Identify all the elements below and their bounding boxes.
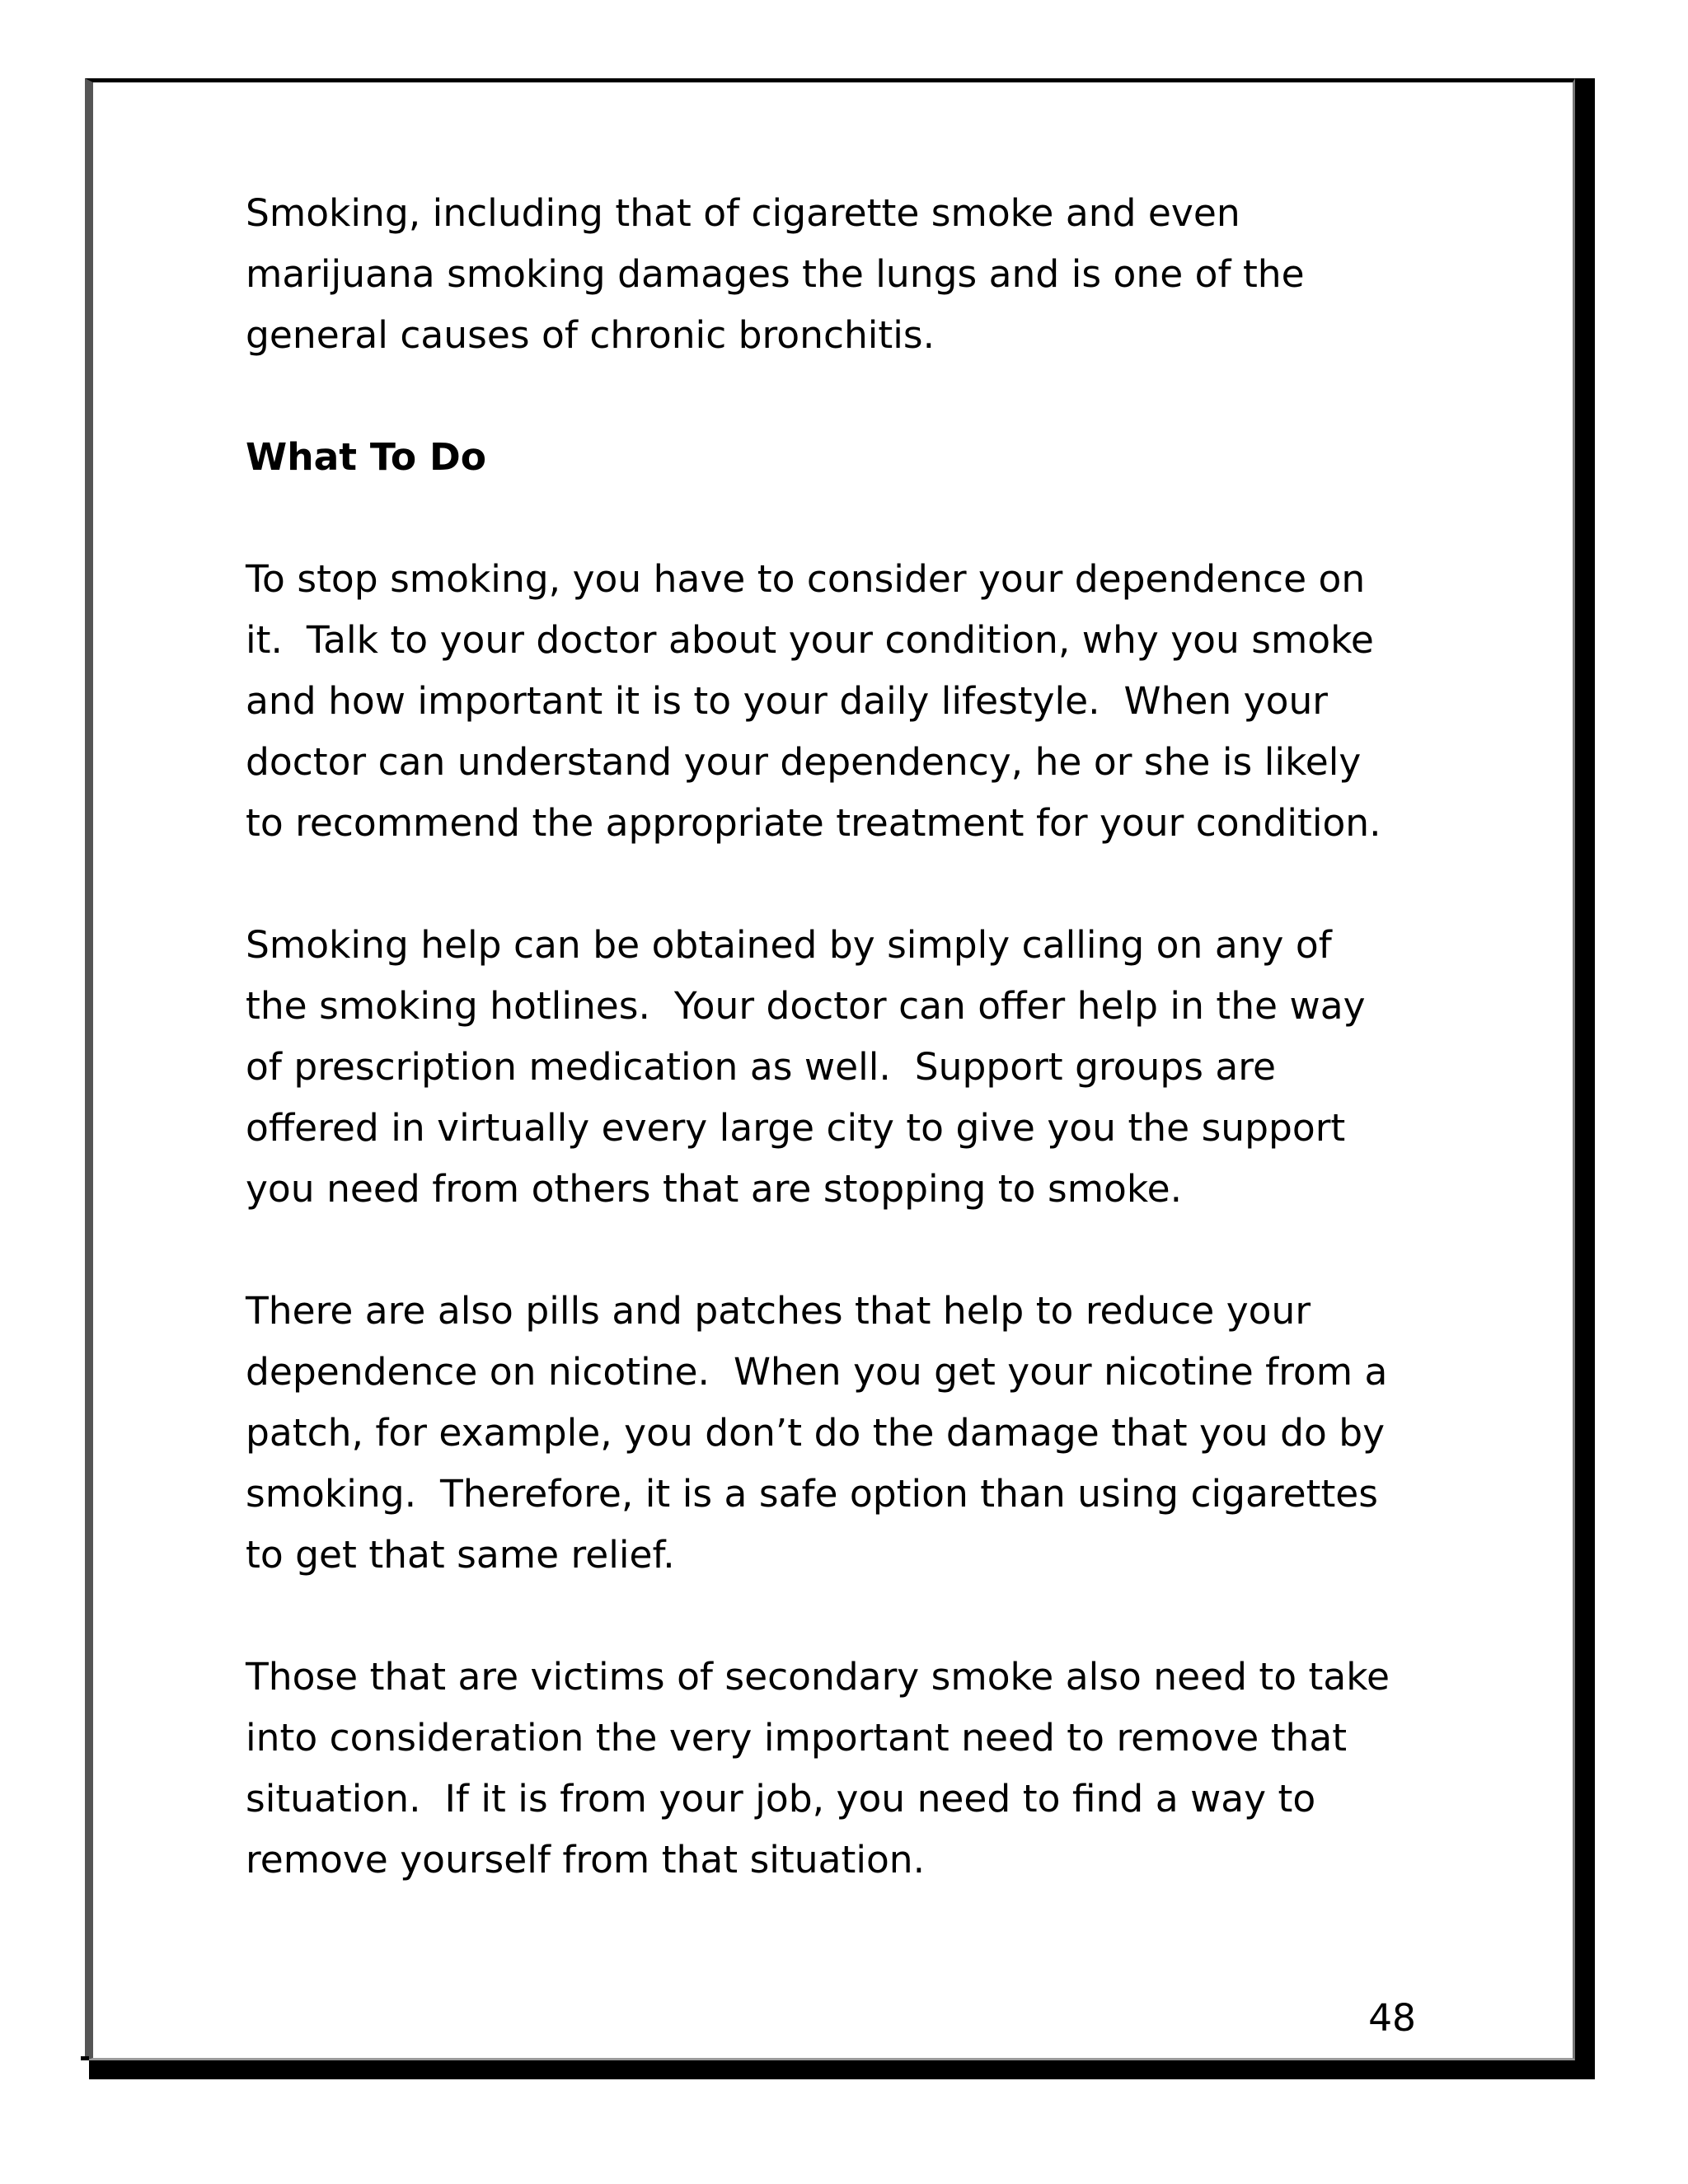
text-line: situation. If it is from your job, you need to find a way to [246,1777,1316,1821]
text-line: dependence on nicotine. When you get your nicotine from a [246,1350,1388,1394]
paragraph-pills-patches [246,1281,1432,1586]
text-line: and how important it is to your daily lifestyle. When your [246,679,1328,723]
page-content [246,183,1432,1952]
text-line: patch, for example, you don’t do the damage that you do by [246,1411,1386,1455]
text-line: of prescription medication as well. Support groups are [246,1045,1276,1089]
text-line: doctor can understand your dependency, he or she is likely [246,740,1362,784]
text-line: into consideration the very important need to remove that [246,1716,1348,1760]
text-line: There are also pills and patches that help to reduce your [246,1289,1311,1333]
text-line: the smoking hotlines. Your doctor can offer help in the way [246,984,1366,1028]
paragraph-secondary-smoke [246,1647,1432,1891]
text-line: it. Talk to your doctor about your condition, why you smoke [246,618,1374,662]
text-line: offered in virtually every large city to give you the support [246,1106,1346,1150]
frame-corner-mark [81,2056,89,2060]
page-number: 48 [1368,1996,1416,2040]
text-line: to get that same relief. [246,1533,675,1577]
paragraph-stop-smoking [246,549,1432,854]
text-line: marijuana smoking damages the lungs and is one of the [246,252,1305,296]
text-line: general causes of chronic bronchitis. [246,313,935,357]
section-heading: What To Do [246,435,486,479]
text-line: To stop smoking, you have to consider your dependence on [246,557,1366,601]
text-line: to recommend the appropriate treatment for your condition. [246,801,1381,845]
paragraph-smoking-help [246,915,1432,1220]
text-line: Smoking help can be obtained by simply calling on any of [246,923,1332,967]
text-line: Smoking, including that of cigarette smoke and even [246,191,1240,235]
text-line: Those that are victims of secondary smoke also need to take [246,1655,1390,1699]
paragraph-smoking-damage [246,183,1432,366]
page-shadow-right [1575,78,1595,2079]
text-line: remove yourself from that situation. [246,1838,926,1882]
text-line: you need from others that are stopping to smoke. [246,1167,1183,1211]
text-line: smoking. Therefore, it is a safe option than using cigarettes [246,1472,1378,1516]
page-shadow-bottom [89,2060,1595,2079]
